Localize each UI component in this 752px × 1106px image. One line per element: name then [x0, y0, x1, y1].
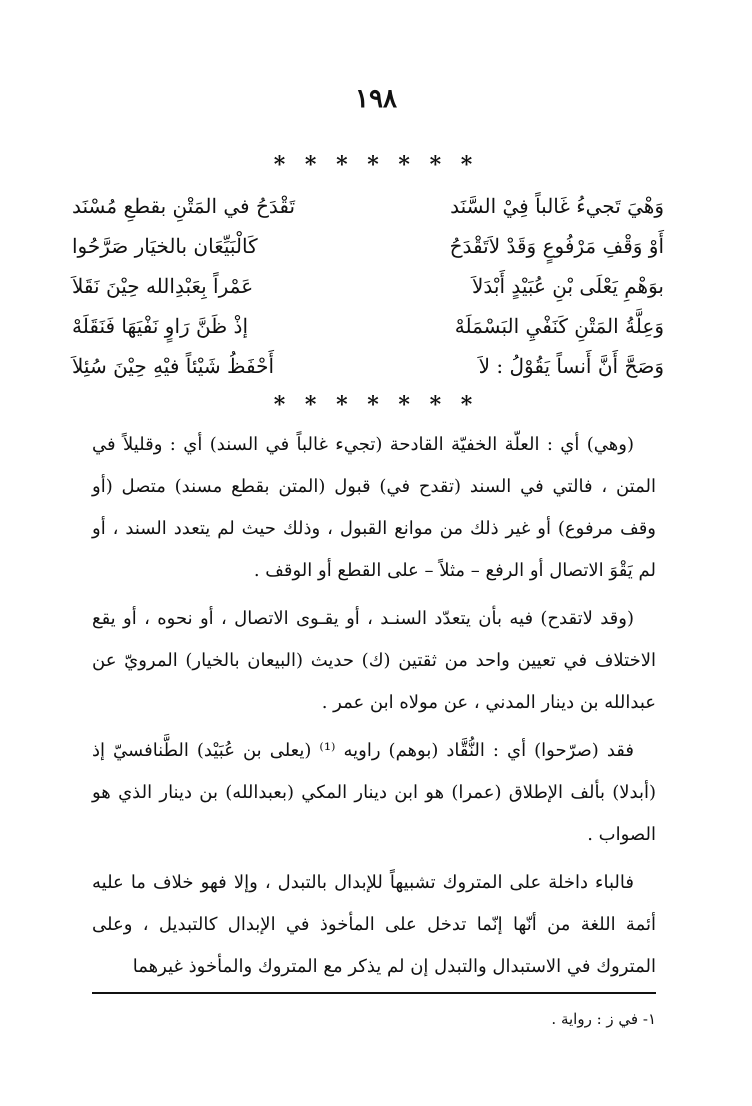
verse-line	[72, 346, 664, 386]
commentary-paragraph: فقد (صرّحوا) أي : النُّقَّاد (بوهم) راويه ⁽¹⁾ (يعلى بن عُبَيْد) الطَّنافسيّ إذ (أبدلا) بألف الإطلاق (عمرا) هو ابن دينار المكي (بعبدالله) بن دينار الذي هو الصواب .	[92, 740, 656, 845]
commentary-text	[92, 424, 656, 994]
verse-left-hemistich: كَالْبَيِّعَان بالخيَار صَرَّحُوا	[72, 234, 258, 258]
verse-line	[72, 226, 664, 266]
verse-right-hemistich: وَصَحَّ أَنَّ أَنساً يَقُوْلُ : لاَ	[478, 354, 664, 378]
verse-left-hemistich: إذْ ظَنَّ رَاوٍ نَفْيَهَا فَنَقَلَهْ	[72, 314, 248, 338]
verse-line	[72, 266, 664, 306]
commentary-paragraph: فالباء داخلة على المتروك تشبيهاً للإبدال بالتبدل ، وإلا فهو خلاف ما عليه أئمة اللغة من أنّها إنّما تدخل على المأخوذ في الإبدال كالتبديل ، وعلى المتروك في الاستبدال والتبدل إن لم يذكر مع المتروك والمأخوذ غيرهما	[92, 872, 656, 977]
verse-left-hemistich: أَحْفَظُ شَيْئاً فيْهِ حِيْنَ سُئِلاَ	[72, 354, 275, 378]
commentary-paragraph: (وهي) أي : العلّة الخفيّة القادحة (تجيء غالباً في السند) أي : وقليلاً في المتن ، فالتي في السند (تقدح في) قبول (المتن بقطع مسند) متصل (أو وقف مرفوع) أو غير ذلك من موانع القبول ، وذلك حيث لم يتعدد السند ، أو لم يَقْوَ الاتصال أو الرفع – مثلاً – على القطع أو الوقف .	[92, 434, 656, 581]
footnote: ١- في ز : رواية .	[551, 1010, 656, 1028]
separator-bottom: * * * * * * *	[273, 392, 479, 418]
footnote-divider	[92, 992, 656, 994]
poem-block	[72, 186, 664, 386]
verse-right-hemistich: وَهْيَ تَجيءُ غَالباً فِيْ السَّنَد	[450, 194, 664, 218]
verse-right-hemistich: بوَهْمِ يَعْلَى بْنِ عُبَيْدٍ أَبْدَلاَ	[471, 274, 664, 298]
verse-right-hemistich: وَعِلَّةُ المَتْنِ كَنَفْيِ البَسْمَلَهْ	[454, 314, 664, 338]
commentary-paragraph: (وقد لاتقدح) فيه بأن يتعدّد السنـد ، أو يقـوى الاتصال ، أو نحوه ، أو يقع الاختلاف في تعيين واحد من ثقتين (ك) حديث (البيعان بالخيار) المرويّ عن عبدالله بن دينار المدني ، عن مولاه ابن عمر .	[92, 608, 656, 713]
verse-left-hemistich: تَقْدَحُ في المَتْنِ بقطعِ مُسْنَد	[72, 194, 296, 218]
verse-right-hemistich: أَوْ وَقْفِ مَرْفُوعٍ وَقَدْ لاَتَقْدَحُ	[449, 234, 664, 258]
page-number: ١٩٨	[355, 84, 397, 114]
separator-top: * * * * * * *	[273, 152, 479, 178]
verse-left-hemistich: عَمْراً بِعَبْدِالله حِيْنَ نَقَلاَ	[72, 274, 254, 298]
verse-line	[72, 306, 664, 346]
verse-line	[72, 186, 664, 226]
